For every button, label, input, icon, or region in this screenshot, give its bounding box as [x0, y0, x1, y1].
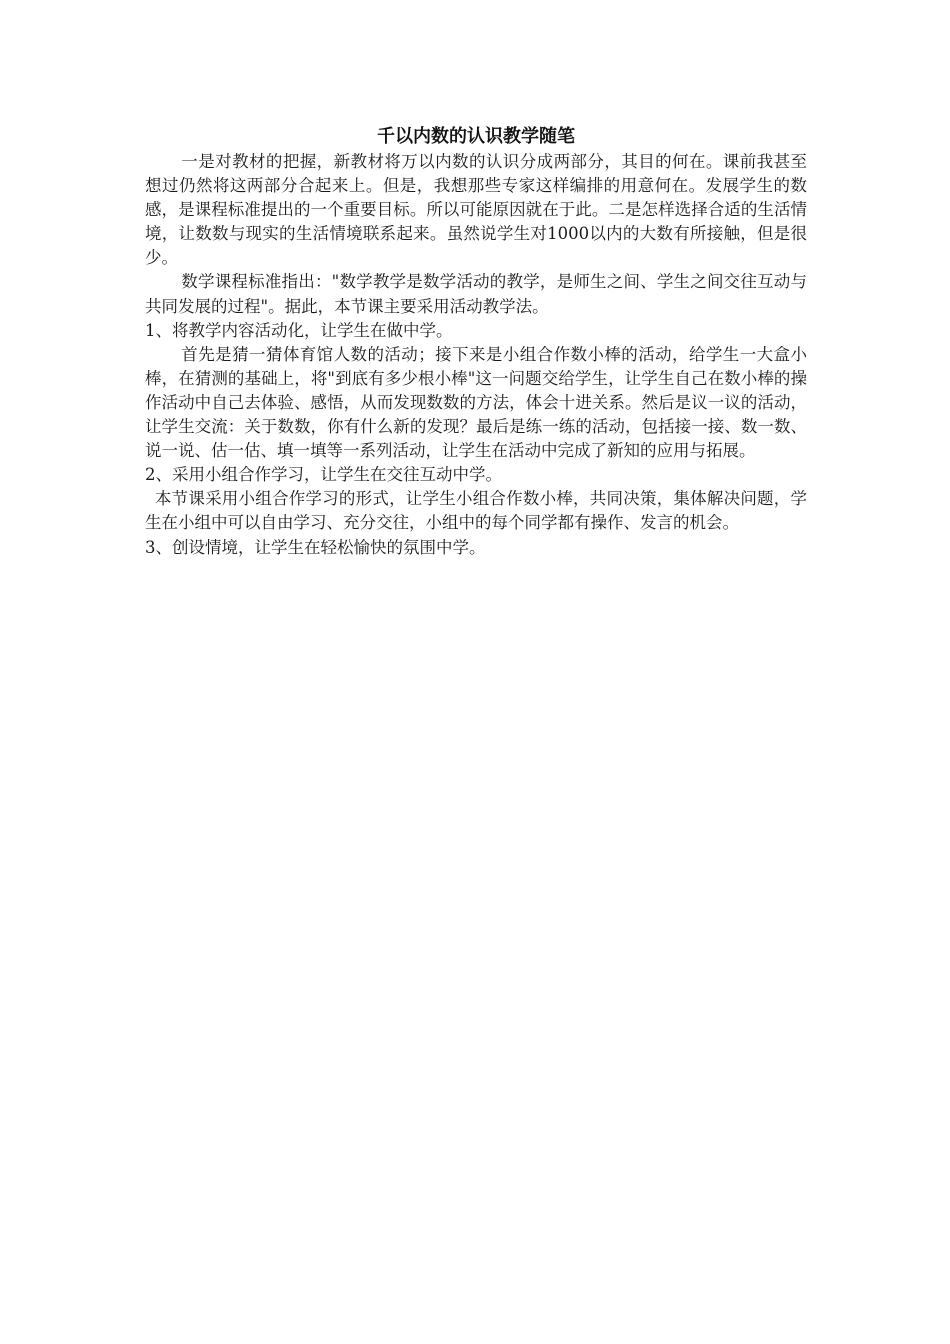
heading-point-1: 1、将教学内容活动化，让学生在做中学。 [145, 320, 453, 340]
heading-point-2: 2、采用小组合作学习，让学生在交往互动中学。 [145, 465, 502, 485]
paragraph-curriculum-standard: 数学课程标准指出："数学教学是数学活动的教学，是师生之间、学生之间交往互动与共同发展的过程"。据此，本节课主要采用活动教学法。 [145, 272, 807, 316]
paragraph-group-learning: 本节课采用小组合作学习的形式，让学生小组合作数小棒，共同决策，集体解决问题，学生在小组中可以自由学习、充分交往，小组中的每个同学都有操作、发言的机会。 [145, 489, 807, 533]
document-body [145, 124, 807, 560]
heading-point-3: 3、创设情境，让学生在轻松愉快的氛围中学。 [145, 537, 486, 557]
paragraph-textbook-grasp: 一是对教材的把握，新教材将万以内数的认识分成两部分，其目的何在。课前我甚至想过仍然将这两部分合起来上。但是，我想那些专家这样编排的用意何在。发展学生的数感，是课程标准提出的一个重要目标。所以可能原因就在于此。二是怎样选择合适的生活情境，让数数与现实的生活情境联系起来。虽然说学生对1000以内的大数有所接触，但是很少。 [145, 152, 807, 268]
document-title: 千以内数的认识教学随笔 [377, 126, 575, 147]
paragraph-activities: 首先是猜一猜体育馆人数的活动；接下来是小组合作数小棒的活动，给学生一大盒小棒，在猜测的基础上，将"到底有多少根小棒"这一问题交给学生，让学生自己在数小棒的操作活动中自己去体验、感悟，从而发现数数的方法，体会十进关系。然后是议一议的活动，让学生交流：关于数数，你有什么新的发现？最后是练一练的活动，包括接一接、数一数、说一说、估一估、填一填等一系列活动，让学生在活动中完成了新知的应用与拓展。 [145, 344, 807, 461]
